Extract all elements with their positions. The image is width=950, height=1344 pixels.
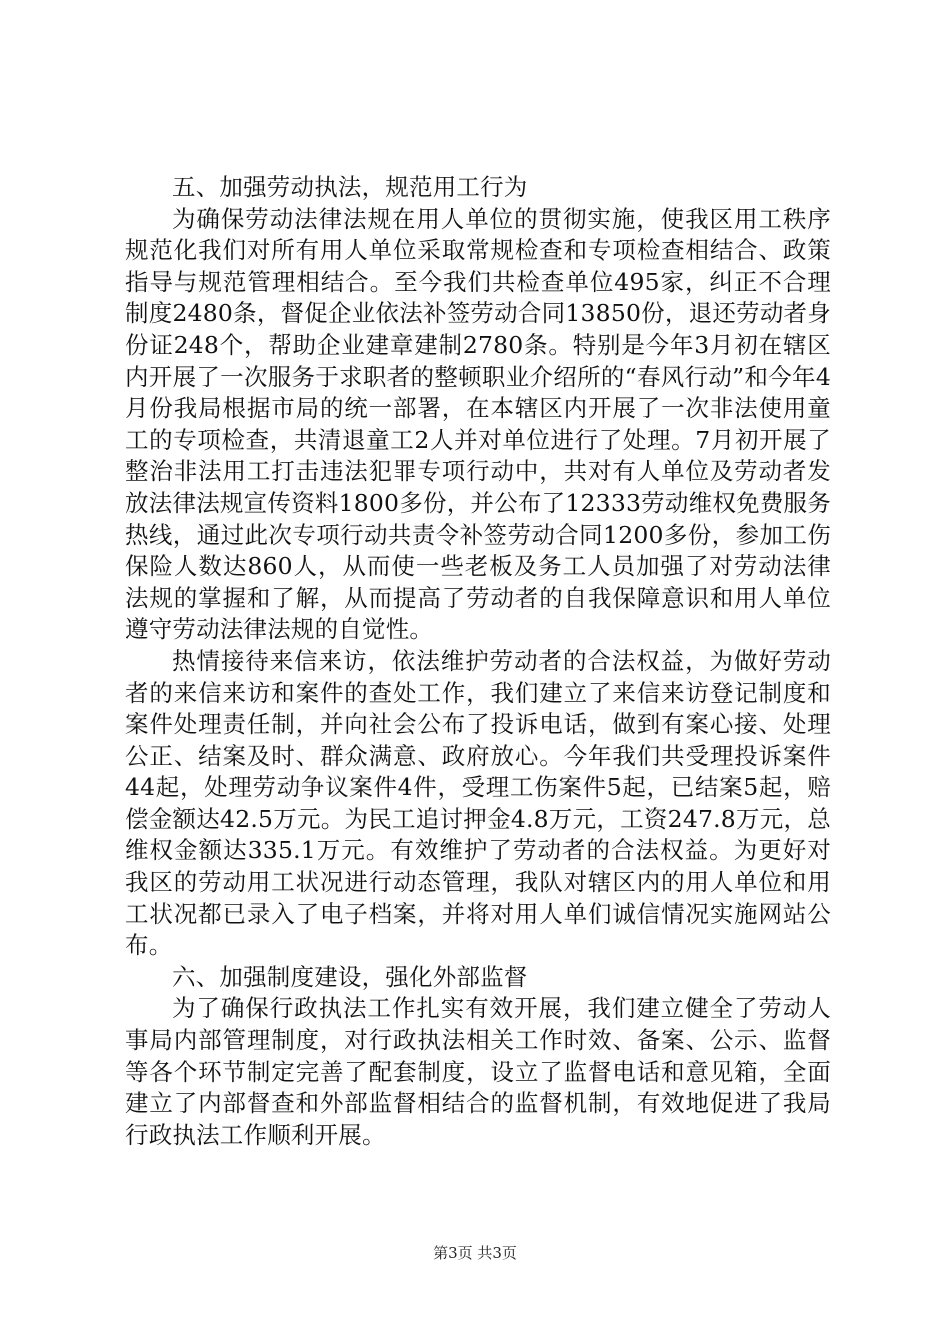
document-body	[125, 172, 831, 1151]
section-heading-six: 六、加强制度建设，强化外部监督	[172, 962, 528, 991]
paragraph-supervision: 为了确保行政执法工作扎实有效开展，我们建立健全了劳动人事局内部管理制度，对行政执法相关工作时效、备案、公示、监督等各个环节制定完善了配套制度，设立了监督电话和意见箱，全面建立了内部督查和外部监督相结合的监督机制，有效地促进了我局行政执法工作顺利开展。	[125, 994, 831, 1149]
page-footer: 第3页 共3页	[433, 1244, 517, 1262]
paragraph-petitions: 热情接待来信来访，依法维护劳动者的合法权益，为做好劳动者的来信来访和案件的查处工作，我们建立了来信来访登记制度和案件处理责任制，并向社会公布了投诉电话，做到有案心接、处理公正、结案及时、群众满意、政府放心。今年我们共受理投诉案件44起，处理劳动争议案件4件，受理工伤案件5起，已结案5起，赔偿金额达42.5万元。为民工追讨押金4.8万元，工资247.8万元，总维权金额达335.1万元。有效维护了劳动者的合法权益。为更好对我区的劳动用工状况进行动态管理，我队对辖区内的用人单位和用工状况都已录入了电子档案，并将对用人单们诚信情况实施网站公布。	[125, 646, 831, 960]
section-heading-five: 五、加强劳动执法，规范用工行为	[172, 173, 528, 201]
paragraph-labor-enforcement: 为确保劳动法律法规在用人单位的贯彻实施，使我区用工秩序规范化我们对所有用人单位采取常规检查和专项检查相结合、政策指导与规范管理相结合。至今我们共检查单位495家，纠正不合理制度2480条，督促企业依法补签劳动合同13850份，退还劳动者身份证248个，帮助企业建章建制2780条。特别是今年3月初在辖区内开展了一次服务于求职者的整顿职业介绍所的“春风行动”和今年4月份我局根据市局的统一部署，在本辖区内开展了一次非法使用童工的专项检查，共清退童工2人并对单位进行了处理。7月初开展了整治非法用工打击违法犯罪专项行动中，共对有人单位及劳动者发放法律法规宣传资料1800多份，并公布了12333劳动维权免费服务热线，通过此次专项行动共责令补签劳动合同1200多份，参加工伤保险人数达860人，从而使一些老板及务工人员加强了对劳动法律法规的掌握和了解，从而提高了劳动者的自我保障意识和用人单位遵守劳动法律法规的自觉性。	[125, 204, 831, 644]
